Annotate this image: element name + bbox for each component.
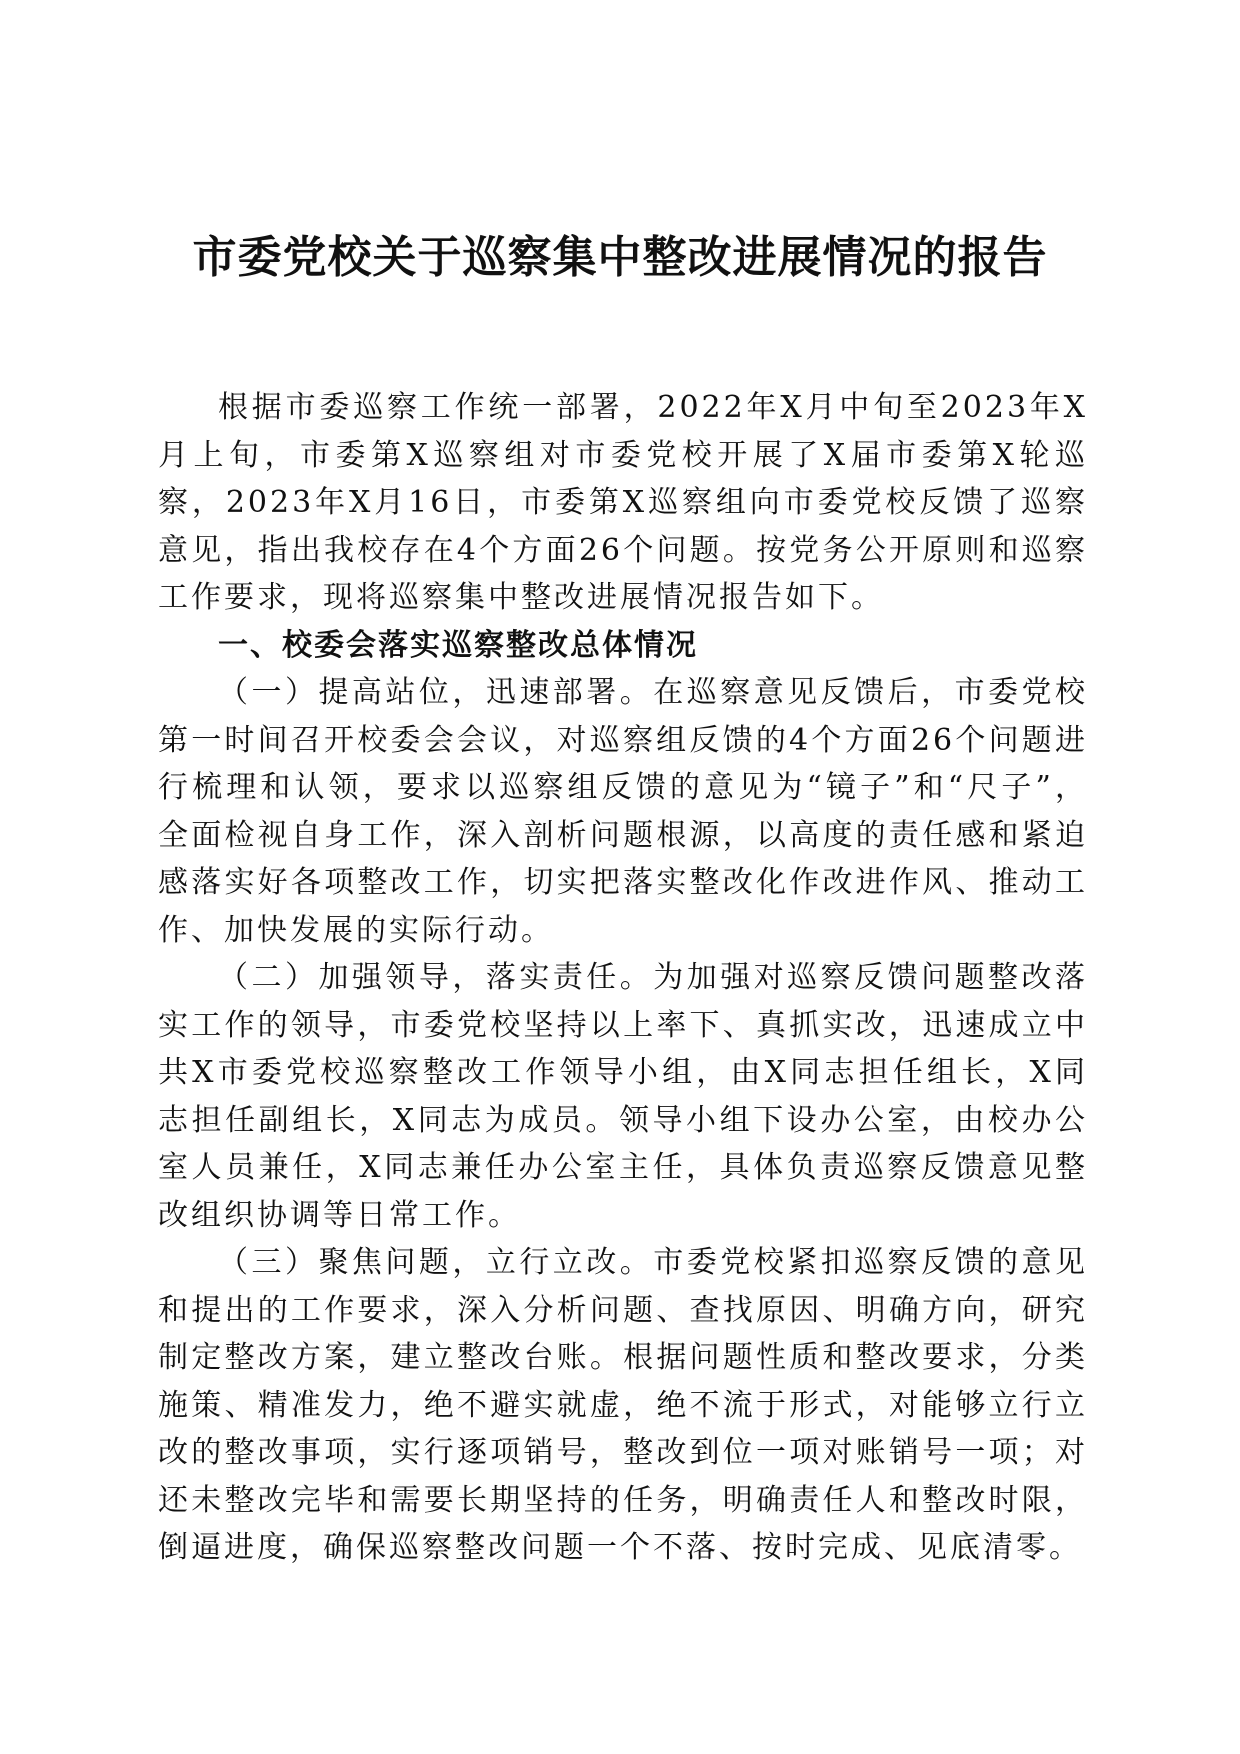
- item-lead: （三）聚焦问题，立行立改。: [218, 1245, 654, 1280]
- item-text: 在巡察意见反馈后，市委党校第一时间召开校委会会议，对巡察组反馈的4个方面26个问题进行梳理和认领，要求以巡察组反馈的意见为“镜子”和“尺子”，全面检视自身工作，深入剖析问题根源，以高度的责任感和紧迫感落实好各项整改工作，切实把落实整改化作改进作风、推动工作、加快发展的实际行动。: [158, 675, 1089, 948]
- item-text: 市委党校紧扣巡察反馈的意见和提出的工作要求，深入分析问题、查找原因、明确方向，研究制定整改方案，建立整改台账。根据问题性质和整改要求，分类施策、精准发力，绝不避实就虚，绝不流于形式，对能够立行立改的整改事项，实行逐项销号，整改到位一项对账销号一项；对还未整改完毕和需要长期坚持的任务，明确责任人和整改时限，倒逼进度，确保巡察整改问题一个不落、按时完成、见底清零。: [158, 1245, 1089, 1565]
- item-lead: （一）提高站位，迅速部署。: [218, 675, 654, 710]
- section-item-3: [158, 1239, 1088, 1572]
- intro-paragraph: 根据市委巡察工作统一部署，2022年X月中旬至2023年X月上旬，市委第X巡察组对市委党校开展了X届市委第X轮巡察，2023年X月16日，市委第X巡察组向市委党校反馈了巡察意见，指出我校存在4个方面26个问题。按党务公开原则和巡察工作要求，现将巡察集中整改进展情况报告如下。: [158, 390, 1088, 615]
- item-text: 为加强对巡察反馈问题整改落实工作的领导，市委党校坚持以上率下、真抓实改，迅速成立中共X市委党校巡察整改工作领导小组，由X同志担任组长，X同志担任副组长，X同志为成员。领导小组下设办公室，由校办公室人员兼任，X同志兼任办公室主任，具体负责巡察反馈意见整改组织协调等日常工作。: [158, 960, 1089, 1233]
- item-lead: （二）加强领导，落实责任。: [218, 960, 654, 995]
- document-title: 市委党校关于巡察集中整改进展情况的报告: [192, 232, 1048, 283]
- section-item-2: [158, 954, 1088, 1239]
- section-item-1: [158, 669, 1088, 954]
- section-heading: 一、校委会落实巡察整改总体情况: [218, 627, 698, 663]
- document-body: [158, 384, 1088, 1572]
